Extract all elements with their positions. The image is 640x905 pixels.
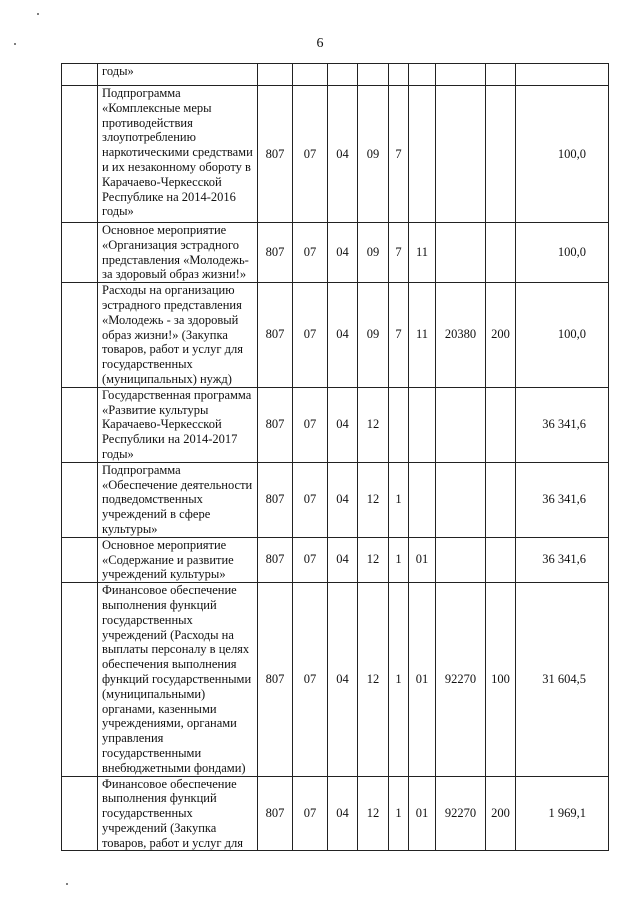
subprogram-code: 7: [389, 223, 409, 283]
section-code: 07: [293, 86, 328, 223]
table-row: [62, 462, 609, 537]
measure-code: 11: [409, 283, 436, 388]
subsection-code: 04: [328, 283, 358, 388]
ministry-code: 807: [258, 462, 293, 537]
direction-code: [436, 64, 486, 86]
amount: 36 341,6: [516, 537, 609, 582]
expense-type-code: [486, 64, 516, 86]
subprogram-code: [389, 387, 409, 462]
row-name: Основное мероприятие «Содержание и развитие учреждений культуры»: [98, 537, 258, 582]
ministry-code: 807: [258, 537, 293, 582]
expense-type-code: [486, 537, 516, 582]
expense-type-code: [486, 387, 516, 462]
amount: 36 341,6: [516, 387, 609, 462]
measure-code: 11: [409, 223, 436, 283]
row-name: Подпрограмма «Обеспечение деятельности подведомственных учреждений в сфере культуры»: [98, 462, 258, 537]
expense-type-code: [486, 462, 516, 537]
ministry-code: 807: [258, 387, 293, 462]
section-code: 07: [293, 387, 328, 462]
row-margin-cell: [62, 462, 98, 537]
row-name: Подпрограмма «Комплексные меры противодействия злоупотреблению наркотическими средствами и их незаконному обороту в Карачаево-Черкесской Республике на 2014-2016 годы»: [98, 86, 258, 223]
section-code: [293, 64, 328, 86]
subsection-code: 04: [328, 223, 358, 283]
row-name: Основное мероприятие «Организация эстрадного представления «Молодежь-за здоровый образ жизни!»: [98, 223, 258, 283]
table-row: [62, 387, 609, 462]
row-name: Финансовое обеспечение выполнения функций государственных учреждений (Расходы на выплаты персоналу в целях обеспечения выполнения функций государственными (муниципальными) органами, казенными учреждениями, органами управления государственными внебюджетными фондами): [98, 583, 258, 776]
ministry-code: 807: [258, 776, 293, 851]
row-margin-cell: [62, 283, 98, 388]
measure-code: [409, 387, 436, 462]
row-margin-cell: [62, 223, 98, 283]
program-code: 12: [358, 387, 389, 462]
subprogram-code: 7: [389, 283, 409, 388]
program-code: 12: [358, 462, 389, 537]
row-margin-cell: [62, 64, 98, 86]
measure-code: 01: [409, 583, 436, 776]
row-name: Расходы на организацию эстрадного представления «Молодежь - за здоровый образ жизни!» (Закупка товаров, работ и услуг для государственных (муниципальных) нужд): [98, 283, 258, 388]
direction-code: [436, 223, 486, 283]
amount: 1 969,1: [516, 776, 609, 851]
section-code: 07: [293, 283, 328, 388]
direction-code: [436, 537, 486, 582]
subprogram-code: 1: [389, 776, 409, 851]
page-number: 6: [316, 36, 324, 51]
measure-code: 01: [409, 537, 436, 582]
measure-code: 01: [409, 776, 436, 851]
ministry-code: 807: [258, 283, 293, 388]
subsection-code: [328, 64, 358, 86]
ministry-code: 807: [258, 583, 293, 776]
scan-speck: [14, 43, 16, 45]
table-row: [62, 776, 609, 851]
section-code: 07: [293, 776, 328, 851]
row-margin-cell: [62, 776, 98, 851]
amount: 36 341,6: [516, 462, 609, 537]
row-margin-cell: [62, 86, 98, 223]
amount: 100,0: [516, 86, 609, 223]
measure-code: [409, 86, 436, 223]
amount: 31 604,5: [516, 583, 609, 776]
program-code: 12: [358, 537, 389, 582]
scan-speck: [37, 13, 39, 15]
table-row: [62, 283, 609, 388]
ministry-code: 807: [258, 86, 293, 223]
row-margin-cell: [62, 583, 98, 776]
direction-code: 92270: [436, 776, 486, 851]
table-row: [62, 64, 609, 86]
direction-code: [436, 86, 486, 223]
subprogram-code: 1: [389, 583, 409, 776]
subprogram-code: 1: [389, 462, 409, 537]
section-code: 07: [293, 583, 328, 776]
subsection-code: 04: [328, 537, 358, 582]
subprogram-code: 7: [389, 86, 409, 223]
direction-code: [436, 387, 486, 462]
expense-type-code: [486, 223, 516, 283]
program-code: 09: [358, 86, 389, 223]
row-name: годы»: [98, 64, 258, 86]
scan-speck: [66, 883, 68, 885]
ministry-code: 807: [258, 223, 293, 283]
amount: 100,0: [516, 223, 609, 283]
expense-type-code: 200: [486, 283, 516, 388]
program-code: 12: [358, 583, 389, 776]
row-name: Государственная программа «Развитие культуры Карачаево-Черкесской Республики на 2014-2017 годы»: [98, 387, 258, 462]
expense-type-code: 200: [486, 776, 516, 851]
subprogram-code: 1: [389, 537, 409, 582]
measure-code: [409, 462, 436, 537]
expense-type-code: 100: [486, 583, 516, 776]
section-code: 07: [293, 537, 328, 582]
row-name: Финансовое обеспечение выполнения функций государственных учреждений (Закупка товаров, работ и услуг для: [98, 776, 258, 851]
program-code: 12: [358, 776, 389, 851]
row-margin-cell: [62, 387, 98, 462]
direction-code: 20380: [436, 283, 486, 388]
table-row: [62, 86, 609, 223]
subsection-code: 04: [328, 583, 358, 776]
table-row: [62, 537, 609, 582]
subsection-code: 04: [328, 776, 358, 851]
amount: [516, 64, 609, 86]
subsection-code: 04: [328, 387, 358, 462]
program-code: 09: [358, 223, 389, 283]
measure-code: [409, 64, 436, 86]
subsection-code: 04: [328, 86, 358, 223]
direction-code: [436, 462, 486, 537]
row-margin-cell: [62, 537, 98, 582]
table-row: [62, 583, 609, 776]
table-row: [62, 223, 609, 283]
direction-code: 92270: [436, 583, 486, 776]
ministry-code: [258, 64, 293, 86]
program-code: 09: [358, 283, 389, 388]
subsection-code: 04: [328, 462, 358, 537]
section-code: 07: [293, 223, 328, 283]
section-code: 07: [293, 462, 328, 537]
budget-table: [61, 63, 609, 851]
expense-type-code: [486, 86, 516, 223]
subprogram-code: [389, 64, 409, 86]
amount: 100,0: [516, 283, 609, 388]
program-code: [358, 64, 389, 86]
